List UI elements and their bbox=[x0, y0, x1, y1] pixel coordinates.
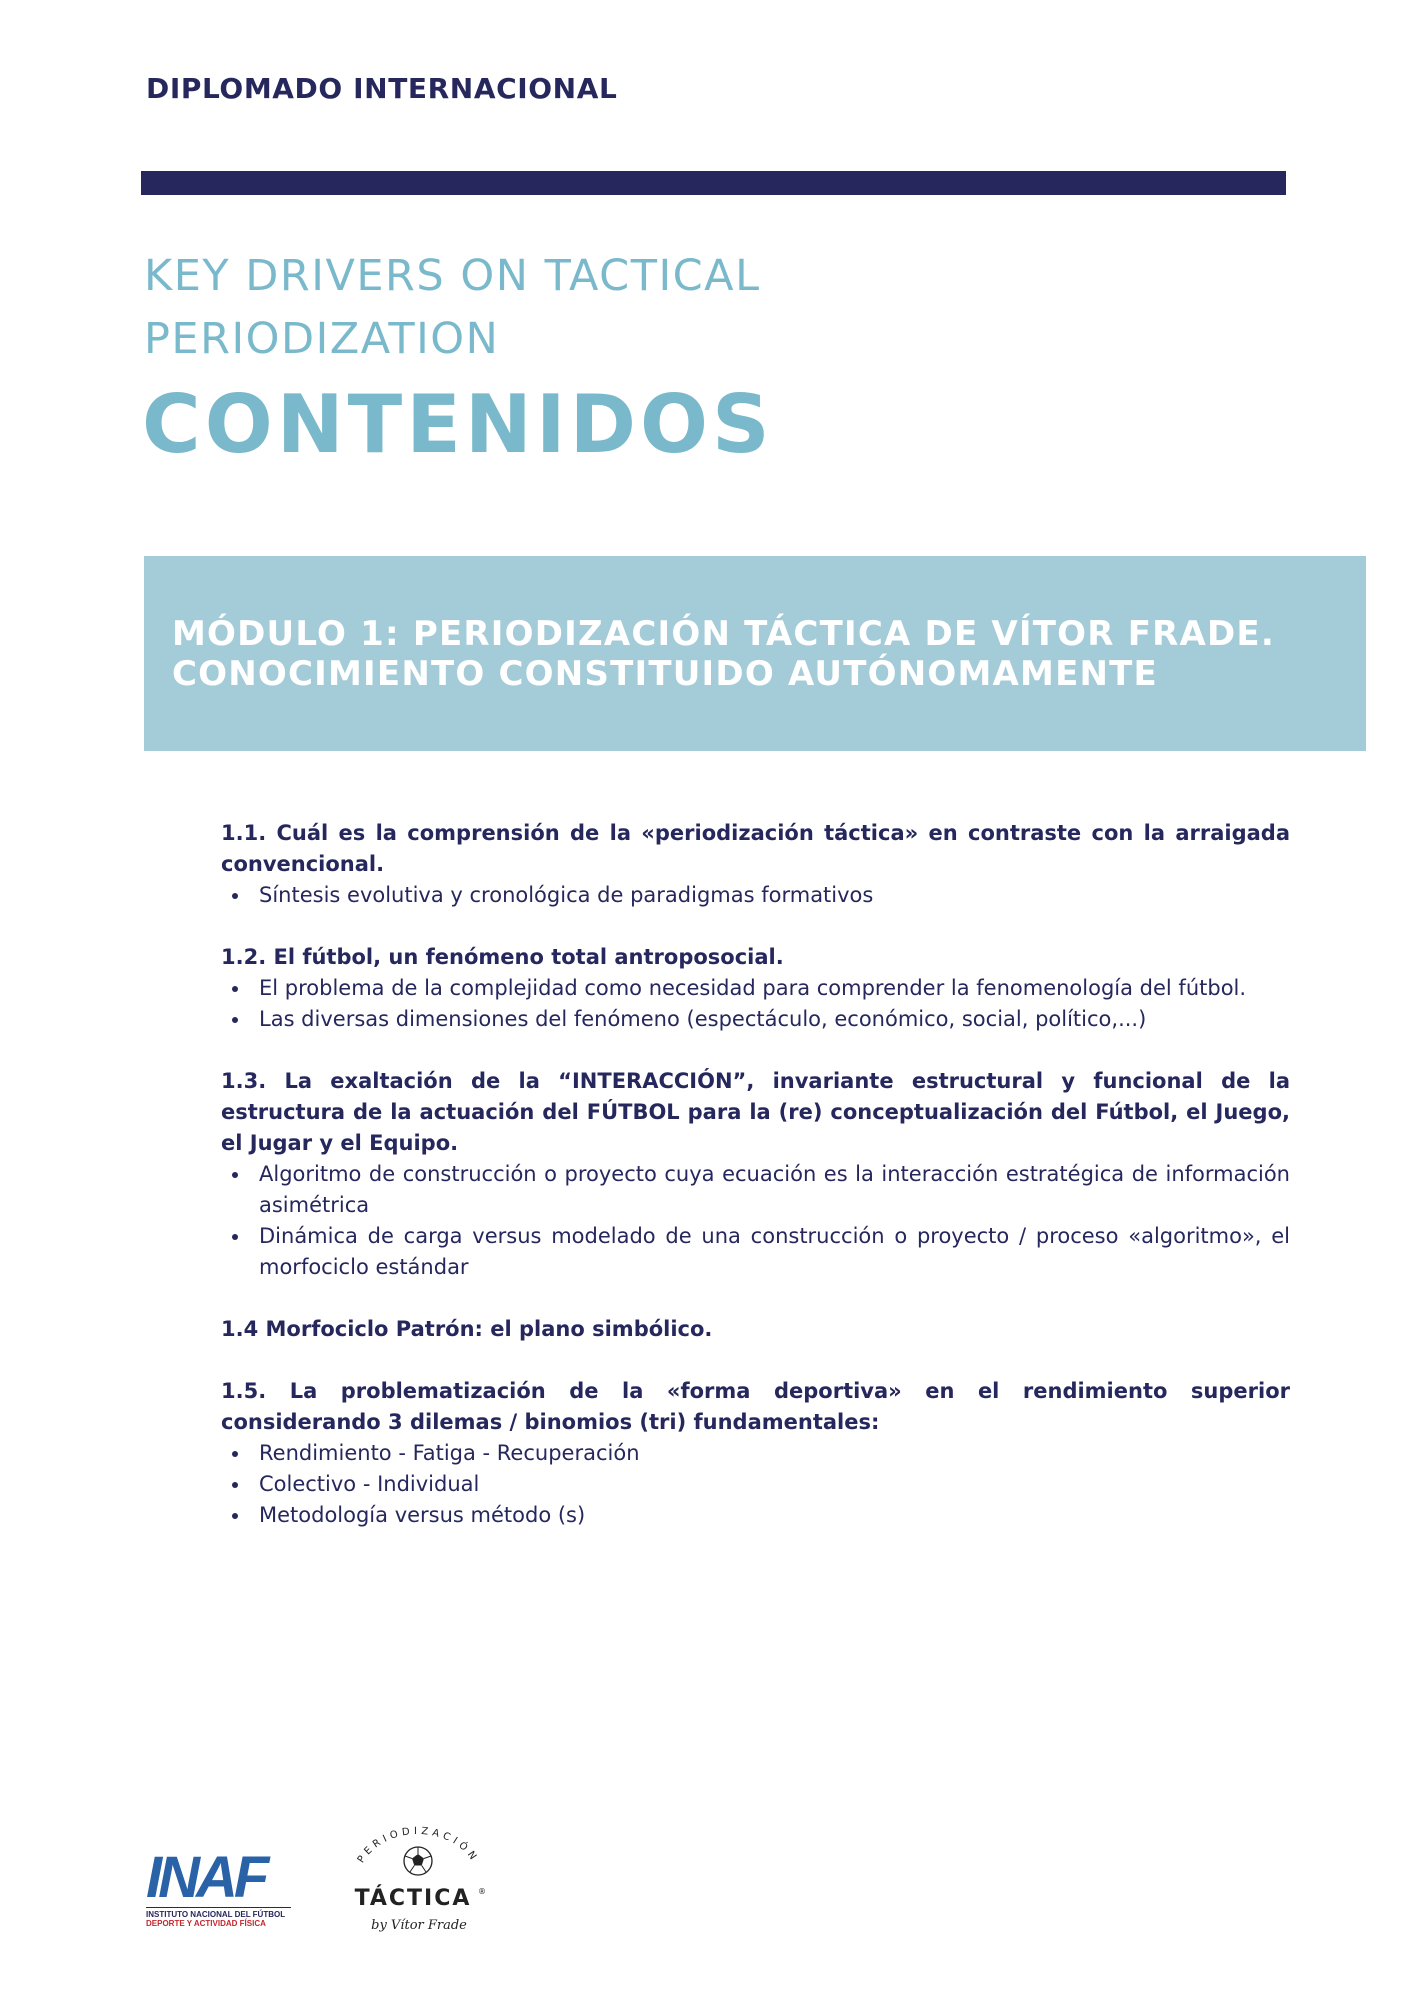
contents-list bbox=[221, 818, 1290, 1562]
inaf-logo bbox=[146, 1845, 291, 1933]
periodizacion-tactica-logo bbox=[343, 1817, 493, 1942]
bullet-item: Metodología versus método (s) bbox=[221, 1500, 1290, 1531]
football-icon bbox=[404, 1847, 432, 1875]
section-1-2 bbox=[221, 942, 1290, 1035]
subtitle: KEY DRIVERS ON TACTICAL PERIODIZATION bbox=[144, 251, 761, 364]
section-heading: 1.4 Morfociclo Patrón: el plano simbólico. bbox=[221, 1317, 713, 1341]
inaf-logo-line-1: INSTITUTO NACIONAL DEL FÚTBOL bbox=[146, 1907, 291, 1919]
bullet-list bbox=[221, 880, 1290, 911]
bullet-dot-icon bbox=[232, 1482, 238, 1488]
module-banner bbox=[144, 556, 1366, 751]
page-title: CONTENIDOS bbox=[142, 378, 774, 471]
header-label: DIPLOMADO INTERNACIONAL bbox=[146, 72, 618, 105]
section-heading: 1.1. Cuál es la comprensión de la «periodización táctica» en contraste con la arraigada convencional. bbox=[221, 821, 1290, 876]
bullet-item: Las diversas dimensiones del fenómeno (espectáculo, económico, social, político,...) bbox=[221, 1004, 1290, 1035]
section-1-5 bbox=[221, 1376, 1290, 1531]
bullet-item: Rendimiento - Fatiga - Recuperación bbox=[221, 1438, 1290, 1469]
bullet-dot-icon bbox=[232, 986, 238, 992]
section-1-1 bbox=[221, 818, 1290, 911]
bullet-dot-icon bbox=[232, 1017, 238, 1023]
module-title bbox=[172, 614, 1352, 694]
header-divider-bar bbox=[141, 171, 1286, 195]
section-heading: 1.5. La problematización de la «forma deportiva» en el rendimiento superior considerando 3 dilemas / binomios (tri) fundamentales: bbox=[221, 1379, 1290, 1434]
bullet-list bbox=[221, 973, 1290, 1035]
section-heading: 1.2. El fútbol, un fenómeno total antroposocial. bbox=[221, 945, 784, 969]
bullet-item: Síntesis evolutiva y cronológica de paradigmas formativos bbox=[221, 880, 1290, 911]
inaf-logo-line-2: DEPORTE Y ACTIVIDAD FÍSICA bbox=[146, 1919, 266, 1928]
bullet-item: Algoritmo de construcción o proyecto cuya ecuación es la interacción estratégica de información asimétrica bbox=[221, 1159, 1290, 1221]
bullet-list bbox=[221, 1438, 1290, 1531]
bullet-list bbox=[221, 1159, 1290, 1283]
bullet-dot-icon bbox=[232, 893, 238, 899]
bullet-dot-icon bbox=[232, 1513, 238, 1519]
module-title-line-1: MÓDULO 1: PERIODIZACIÓN TÁCTICA DE VÍTOR FRADE. bbox=[172, 614, 1275, 654]
logo-word: TÁCTICA bbox=[354, 1886, 472, 1911]
bullet-item: Dinámica de carga versus modelado de una construcción o proyecto / proceso «algoritmo», el morfociclo estándar bbox=[221, 1221, 1290, 1283]
module-title-line-2: CONOCIMIENTO CONSTITUIDO AUTÓNOMAMENTE bbox=[172, 654, 1158, 694]
logo-registered-mark: ® bbox=[478, 1887, 486, 1896]
inaf-logo-word: INAF bbox=[146, 1845, 266, 1910]
logo-signature: by Vítor Frade bbox=[371, 1918, 467, 1933]
bullet-dot-icon bbox=[232, 1451, 238, 1457]
periodizacion-tactica-logo-graphic bbox=[343, 1817, 493, 1942]
bullet-dot-icon bbox=[232, 1234, 238, 1240]
section-heading: 1.3. La exaltación de la “INTERACCIÓN”, invariante estructural y funcional de la estructura de la actuación del FÚTBOL para la (re) conceptualización del Fútbol, el Juego, el Jugar y el Equipo. bbox=[221, 1069, 1290, 1155]
bullet-dot-icon bbox=[232, 1172, 238, 1178]
bullet-item: Colectivo - Individual bbox=[221, 1469, 1290, 1500]
logo-arc-text: PERIODIZACIÓN bbox=[355, 1825, 481, 1866]
section-1-3 bbox=[221, 1066, 1290, 1283]
section-1-4 bbox=[221, 1314, 1290, 1345]
bullet-item: El problema de la complejidad como necesidad para comprender la fenomenología del fútbol. bbox=[221, 973, 1290, 1004]
